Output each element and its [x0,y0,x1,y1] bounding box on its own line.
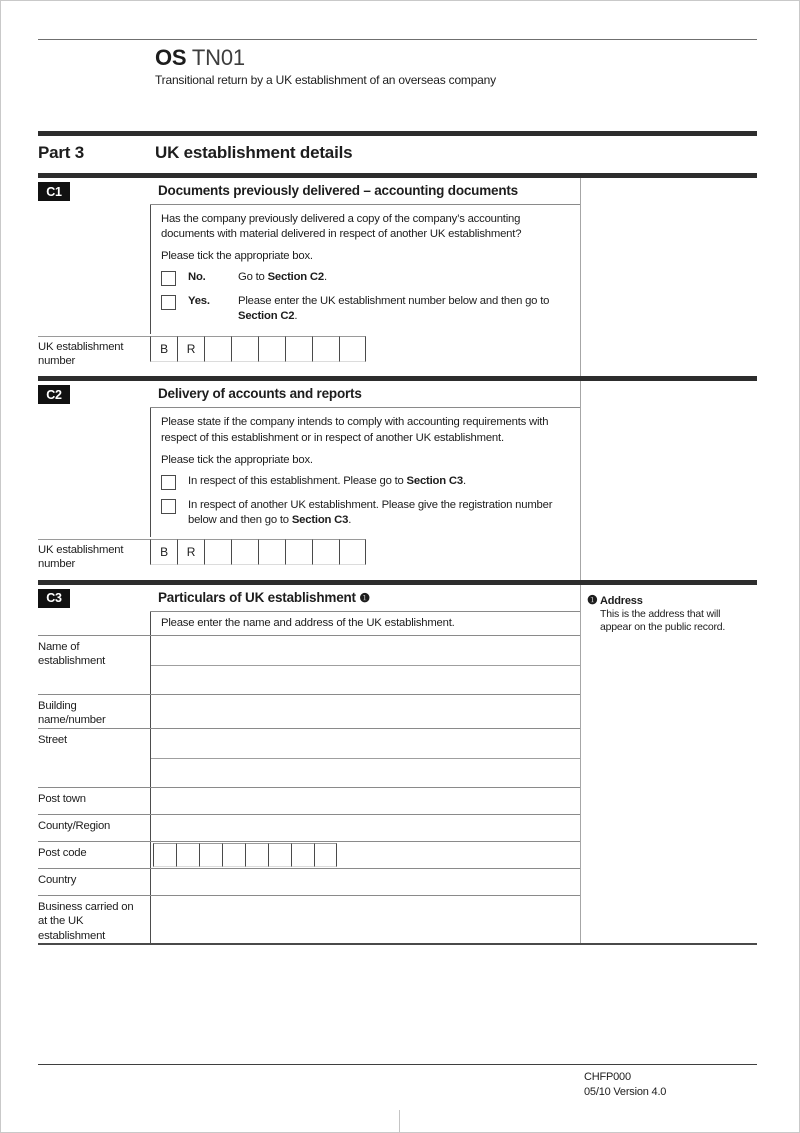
c1-yes-checkbox[interactable] [161,295,176,310]
c2-number-cell-5[interactable] [312,539,339,565]
business-carried-on-label: Business carried on at the UK establishment [38,900,134,942]
section-badge-c3: C3 [38,589,70,608]
page-footer [38,1064,757,1100]
form-code-number: TN01 [191,45,245,70]
c2-this-establishment-text: In respect of this establishment. Please go to Section C3. [188,474,466,487]
post-code-cell-1[interactable] [153,843,176,867]
c2-number-label: UK establishment number [38,539,150,572]
info-1-icon: ❶ [359,590,370,605]
c2-number-cell-2[interactable] [231,539,258,565]
c1-option-no [161,270,570,286]
post-town-label: Post town [38,792,86,805]
c1-notes-column [580,178,757,376]
info-1-icon: ❶ [587,592,598,607]
field-county-region [38,814,580,841]
name-of-establishment-input-line-2[interactable] [151,666,580,694]
post-code-boxes [153,843,580,867]
c2-notes-column [580,381,757,579]
c2-number-prefix-b: B [150,539,177,565]
c1-content-box [150,205,580,334]
c1-number-prefix-b: B [150,336,177,362]
part-title: UK establishment details [155,143,353,162]
c1-number-cell-6[interactable] [339,336,366,362]
name-of-establishment-label: Name of establishment [38,640,106,668]
section-title-c1: Documents previously delivered – accounting documents [150,178,580,205]
c2-establishment-number-row [38,539,580,572]
c2-number-prefix-r: R [177,539,204,565]
c3-instruction: Please enter the name and address of the UK establishment. [161,616,455,629]
section-c1 [38,173,757,376]
c3-instruction-row [38,612,580,635]
c1-no-label: No. [188,271,206,284]
field-street [38,728,580,787]
form-code-prefix: OS [155,45,187,70]
post-code-cell-2[interactable] [176,843,199,867]
field-building-name-number [38,694,580,728]
post-code-cell-6[interactable] [268,843,291,867]
c2-number-cell-4[interactable] [285,539,312,565]
address-note-text: This is the address that will appear on the public record. [600,607,726,634]
c1-number-prefix-r: R [177,336,204,362]
c1-yes-label: Yes. [188,295,210,308]
c2-option-another [161,498,570,528]
street-input-line-2[interactable] [151,759,580,787]
county-region-input[interactable] [151,815,580,841]
form-subtitle: Transitional return by a UK establishment of an overseas company [155,73,496,87]
c1-number-cell-5[interactable] [312,336,339,362]
footer-version: 05/10 Version 4.0 [584,1085,667,1098]
field-post-code [38,841,580,868]
form-page [38,0,757,945]
post-code-cell-5[interactable] [245,843,268,867]
section-badge-c1: C1 [38,182,70,201]
field-business-carried-on [38,895,580,943]
c1-number-cell-4[interactable] [285,336,312,362]
c1-number-cell-1[interactable] [204,336,231,362]
form-header [38,40,757,87]
c3-notes-column [580,585,757,943]
post-code-cell-7[interactable] [291,843,314,867]
c2-this-establishment-checkbox[interactable] [161,475,176,490]
c2-content-box [150,408,580,537]
building-name-number-label: Building name/number [38,699,106,727]
c2-tick-instruction: Please tick the appropriate box. [161,453,313,466]
c2-number-cell-1[interactable] [204,539,231,565]
country-input[interactable] [151,869,580,895]
c1-tick-instruction: Please tick the appropriate box. [161,250,313,263]
street-input-line-1[interactable] [151,729,580,759]
section-badge-c2: C2 [38,385,70,404]
post-code-label: Post code [38,846,87,859]
building-name-number-input[interactable] [151,695,580,721]
c1-no-text: Go to Section C2. [238,271,327,284]
c2-another-establishment-text: In respect of another UK establishment. Please give the registration number below and then go to Section C3. [188,498,553,526]
c1-number-label: UK establishment number [38,336,150,369]
c1-yes-text: Please enter the UK establishment number below and then go to Section C2. [238,295,550,323]
section-title-c2: Delivery of accounts and reports [150,381,580,408]
part-header [38,131,757,173]
section-title-c3: Particulars of UK establishment ❶ [150,585,580,612]
c2-number-cell-6[interactable] [339,539,366,565]
post-code-cell-3[interactable] [199,843,222,867]
part-label: Part 3 [38,143,85,162]
county-region-label: County/Region [38,819,111,832]
c2-number-cell-3[interactable] [258,539,285,565]
business-carried-on-input[interactable] [151,896,580,932]
post-town-input[interactable] [151,788,580,814]
c1-option-yes [161,294,570,324]
field-name-of-establishment [38,635,580,694]
c1-establishment-number-row [38,336,580,369]
post-code-cell-4[interactable] [222,843,245,867]
field-post-town [38,787,580,814]
footer-form-code: CHFP000 [584,1071,631,1083]
c2-option-this [161,474,570,490]
c1-number-cell-3[interactable] [258,336,285,362]
c2-another-establishment-checkbox[interactable] [161,499,176,514]
section-c2 [38,376,757,579]
c1-establishment-number-boxes [150,336,366,362]
section-c3 [38,580,757,945]
c1-question: Has the company previously delivered a copy of the company’s accounting documents with material delivered in respect of another UK establishment? [161,213,522,241]
street-label: Street [38,733,67,746]
c2-establishment-number-boxes [150,539,366,565]
address-note-title: ❶ Address [587,592,643,607]
country-label: Country [38,873,77,886]
post-code-cell-8[interactable] [314,843,337,867]
c1-no-checkbox[interactable] [161,271,176,286]
c2-question: Please state if the company intends to comply with accounting requirements with respect of this establishment or in respect of another UK establishment. [161,416,549,444]
field-country [38,868,580,895]
fold-mark [399,1110,400,1132]
c1-number-cell-2[interactable] [231,336,258,362]
form-code [155,45,757,71]
name-of-establishment-input-line-1[interactable] [151,636,580,666]
